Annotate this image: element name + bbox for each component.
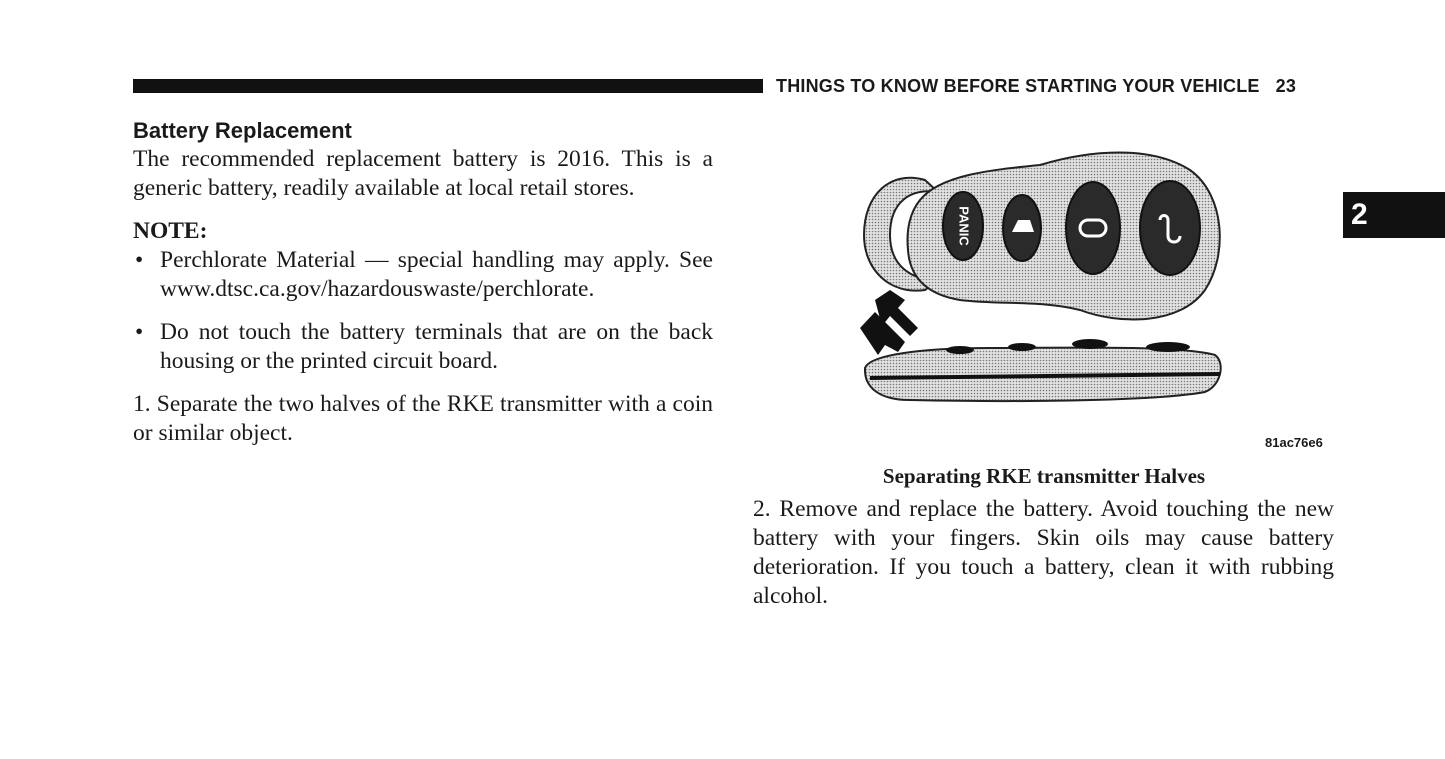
right-column (753, 495, 1334, 611)
lock-button (1140, 181, 1200, 275)
note-label: NOTE: (133, 218, 208, 244)
rke-transmitter-illustration (850, 140, 1230, 420)
panic-label: PANIC (956, 206, 972, 246)
figure-caption: Separating RKE transmitter Halves (882, 464, 1206, 488)
bullet-item (133, 246, 713, 304)
running-header (776, 76, 1296, 97)
rke-transmitter-figure (850, 140, 1230, 420)
section-heading: Battery Replacement (133, 118, 352, 143)
side-button (1072, 339, 1108, 349)
side-button (1146, 342, 1190, 352)
page-number: 23 (1275, 76, 1297, 96)
side-button (946, 346, 974, 354)
intro-paragraph: The recommended replacement battery is 2016. This is a generic battery, readily available at local retail stores. (133, 146, 713, 201)
bullet-item (133, 318, 713, 376)
unlock-button (1066, 182, 1120, 274)
figure-code: 81ac76e6 (1265, 435, 1323, 450)
bullet-dot: • (135, 319, 144, 345)
section-title: THINGS TO KNOW BEFORE STARTING YOUR VEHICLE (776, 76, 1260, 96)
side-button (1008, 343, 1036, 351)
header-rule-bar (133, 79, 763, 93)
bullet-text: Perchlorate Material — special handling may apply. See www.dtsc.ca.gov/hazardouswaste/perchlorate. (160, 247, 713, 302)
step-1-text: 1. Separate the two halves of the RKE transmitter with a coin or similar object. (133, 391, 713, 446)
bullet-text: Do not touch the battery terminals that are on the back housing or the printed circuit board. (160, 319, 713, 374)
step-2-text: 2. Remove and replace the battery. Avoid touching the new battery with your fingers. Skin oils may cause battery deterioration. If you touch a battery, clean it with rubbing alcohol. (753, 496, 1334, 609)
left-column (133, 117, 713, 448)
bullet-dot: • (135, 247, 144, 273)
separation-arrow (860, 290, 918, 355)
chapter-tab: 2 (1343, 192, 1445, 238)
